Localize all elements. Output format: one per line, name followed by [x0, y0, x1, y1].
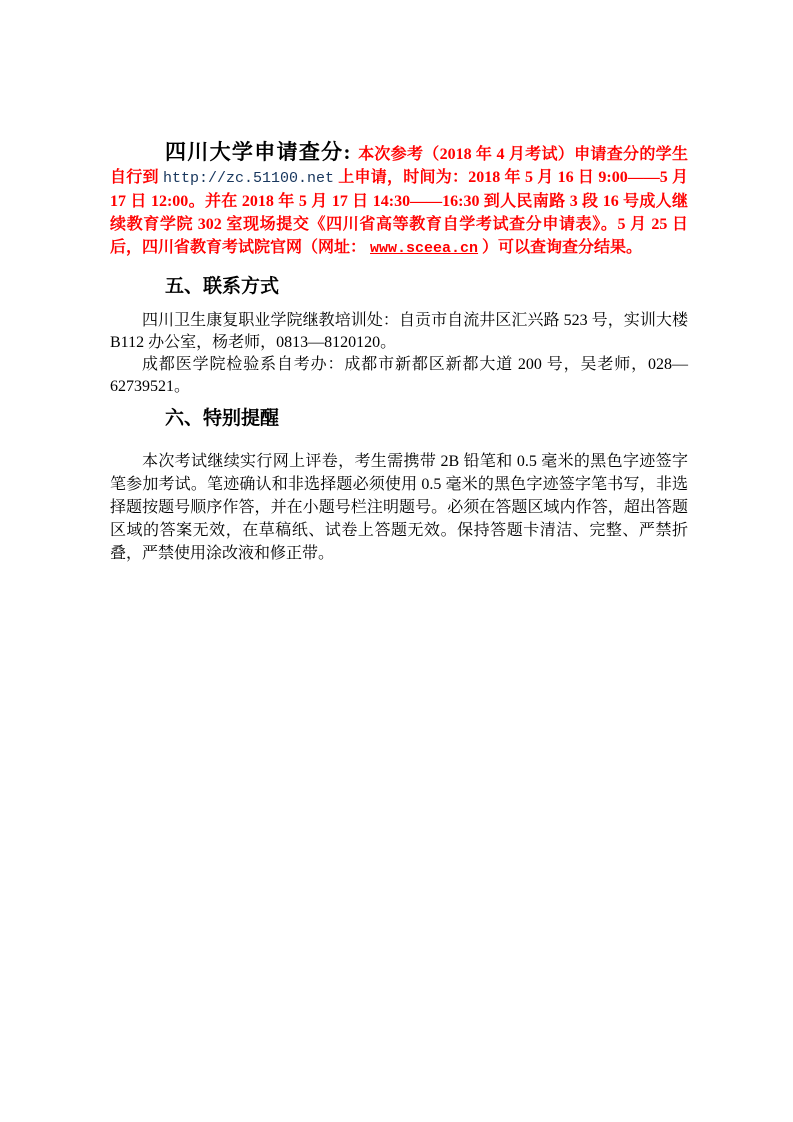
- link-sceea[interactable]: www.sceea.cn: [370, 240, 479, 257]
- document-content: [110, 141, 688, 565]
- notice-red-text-3: ）可以查询查分结果。: [482, 239, 643, 256]
- notice-red-text-2: 上申请，时间为：2018 年 5 月 16 日 9:00——5 月 17 日 12:00。并在 2018 年 5 月 17 日 14:30——16:30 到人民南路 3 段 16 号成人继续教育学院 302 室现场提交《四川省高等教育自学考试查分申请表》。5 月 25 日后，四川省教育考试院官网（网址：: [110, 169, 688, 256]
- section-five-heading: 五、联系方式: [165, 276, 280, 297]
- special-reminder-paragraph: 本次考试继续实行网上评卷，考生需携带 2B 铅笔和 0.5 毫米的黑色字迹签字笔参加考试。笔迹确认和非选择题必须使用 0.5 毫米的黑色字迹签字笔书写，非选择题按题号顺序作答，并在小题号栏注明题号。必须在答题区域内作答，超出答题区域的答案无效，在草稿纸、试卷上答题无效。保持答题卡清洁、完整、严禁折叠，严禁使用涂改液和修正带。: [110, 453, 688, 562]
- score-check-title: 四川大学申请查分:: [165, 140, 359, 164]
- score-check-notice-paragraph: [110, 141, 688, 260]
- section-six-heading: 六、特别提醒: [165, 408, 280, 429]
- contact-paragraph-chengdu-medical: 成都医学院检验系自考办：成都市新都区新都大道 200 号，吴老师，028—62739521。: [110, 356, 688, 395]
- notice-red-text-1: 本次参考（2018 年 4 月考试）申请查分的学生自行到: [110, 146, 688, 186]
- contact-paragraph-sichuan-health: 四川卫生康复职业学院继教培训处：自贡市自流井区汇兴路 523 号，实训大楼 B112 办公室，杨老师，0813—8120120。: [110, 312, 688, 351]
- link-zc51100[interactable]: http://zc.51100.net: [162, 170, 335, 187]
